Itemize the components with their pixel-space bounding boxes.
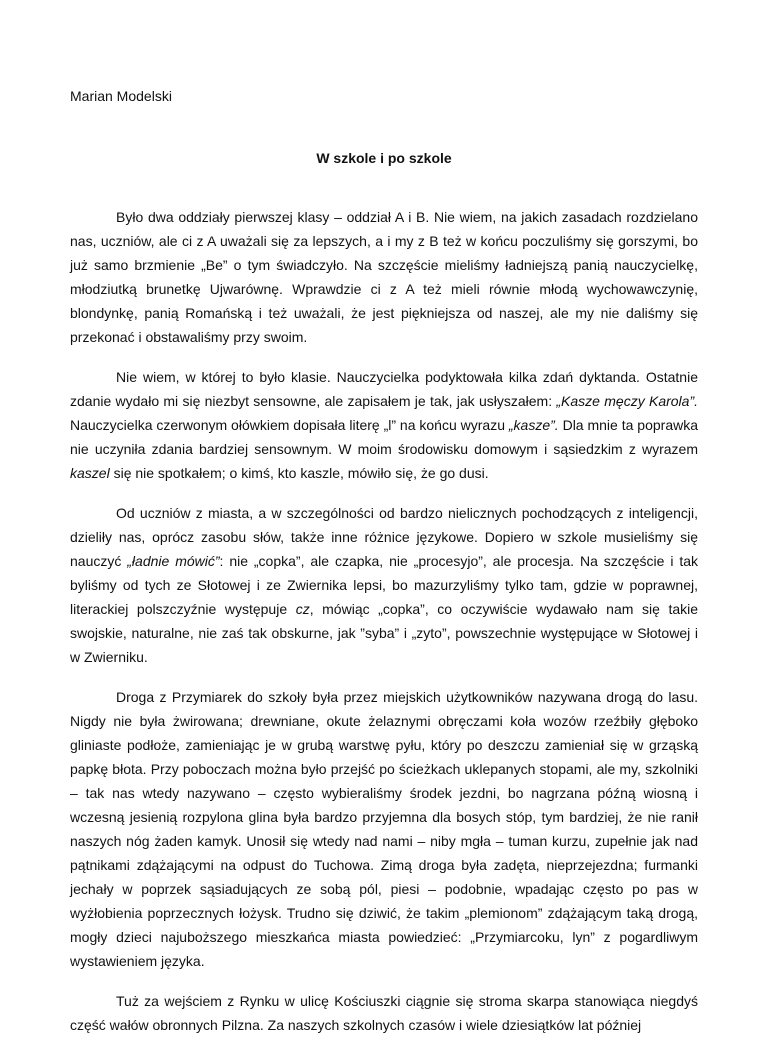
italic-text: „kasze”. [508,417,559,433]
text-run: Dla mnie ta poprawka nie uczyniła zdania bardziej sensownym. W moim środowisku domowym i sąsiedzkim z wyrazem [70,417,698,457]
document-title: W szkole i po szkole [316,150,452,166]
text-run: Tuż za wejściem z Rynku w ulicę Kościuszki ciągnie się stroma skarpa stanowiąca niegdyś część wałów obronnych Pilzna. Za naszych szkolnych czasów i wiele dziesiątków lat później [70,993,698,1033]
paragraph [70,205,698,349]
paragraph [70,685,698,973]
text-run: Droga z Przymiarek do szkoły była przez miejskich użytkowników nazywana drogą do lasu. Nigdy nie była żwirowana; drewniane, okute żelaznymi obręczami koła wozów rzeźbiły głęboko gliniaste podłoże, zamieniając je w grubą warstwę pyłu, który po deszczu zamieniał się w grząską papkę błota. Przy poboczach można było przejść po ścieżkach uklepanych stopami, ale my, szkolniki – tak nas wtedy nazywano – często wybieraliśmy środek jezdni, bo nagrzana późną wiosną i wczesną jesienią rozpylona glina była bardzo przyjemna dla bosych stóp, tym bardziej, że nie ranił naszych nóg żaden kamyk. Unosił się wtedy nad nami – niby mgła – tuman kurzu, zupełnie jak nad pątnikami zdążającymi na odpust do Tuchowa. Zimą droga była zadęta, nieprzejezdna; furmanki jechały w poprzek sąsiadujących ze sobą pól, piesi – podobnie, wpadając często po pas w wyżłobienia poprzecznych łożysk. Trudno się dziwić, że takim „plemionom” zdążającym taką drogą, mogły dzieci najuboższego mieszkańca miasta powiedzieć: „Przymiarcoku, lyn” z pogardliwym wystawieniem języka. [70,689,698,969]
text-run: Nauczycielka czerwonym ołówkiem dopisała literę „l” na końcu wyrazu [70,417,509,433]
paragraph [70,365,698,485]
text-run: Od uczniów z miasta, a w szczególności od bardzo nielicznych pochodzących z inteligencji, dzieliły nas, oprócz zasobu słów, także inne różnice językowe. Dopiero w szkole musieliśmy się nauczyć [70,505,698,569]
author-name: Marian Modelski [70,88,172,104]
text-run: Nie wiem, w której to było klasie. Nauczycielka podyktowała kilka zdań dyktanda. Ostatnie zdanie wydało mi się niezbyt sensowne, ale zapisałem je tak, jak usłyszałem: [70,369,698,409]
text-run: , mówiąc „copka”, co oczywiście wydawało nam się takie swojskie, naturalne, nie zaś tak obskurne, jak ”syba” i „zyto”, powszechnie występujące w Słotowej i w Zwierniku. [70,601,699,665]
text-run: się nie spotkałem; o kimś, kto kaszle, mówiło się, że go dusi. [109,465,489,481]
italic-text: „ładnie mówić” [127,553,220,569]
text-run: Było dwa oddziały pierwszej klasy – oddział A i B. Nie wiem, na jakich zasadach rozdzielano nas, uczniów, ale ci z A uważali się za lepszych, a i my z B też w końcu poczuliśmy się gorszymi, bo już samo brzmienie „Be” o tym świadczyło. Na szczęście mieliśmy ładniejszą panią nauczycielkę, młodziutką brunetkę Ujwarównę. Wprawdzie ci z A też mieli równie młodą wychowawczynię, blondynkę, panią Romańską i też uważali, że jest piękniejsza od naszej, ale my nie daliśmy się przekonać i obstawaliśmy przy swoim. [70,209,698,345]
text-run: : nie „copka”, ale czapka, nie „procesyjo”, ale procesja. Na szczęście i tak byliśmy od tych ze Słotowej i ze Zwiernika lepsi, bo mazurzyliśmy tylko tam, gdzie w poprawnej, literackiej polszczyźnie występuje [70,553,699,617]
italic-text: „Kasze męczy Karola”. [556,393,698,409]
paragraph [70,989,698,1037]
italic-text: kaszel [70,465,110,481]
paragraph [70,501,698,669]
italic-text: cz [295,601,310,617]
document-body [70,205,698,1053]
